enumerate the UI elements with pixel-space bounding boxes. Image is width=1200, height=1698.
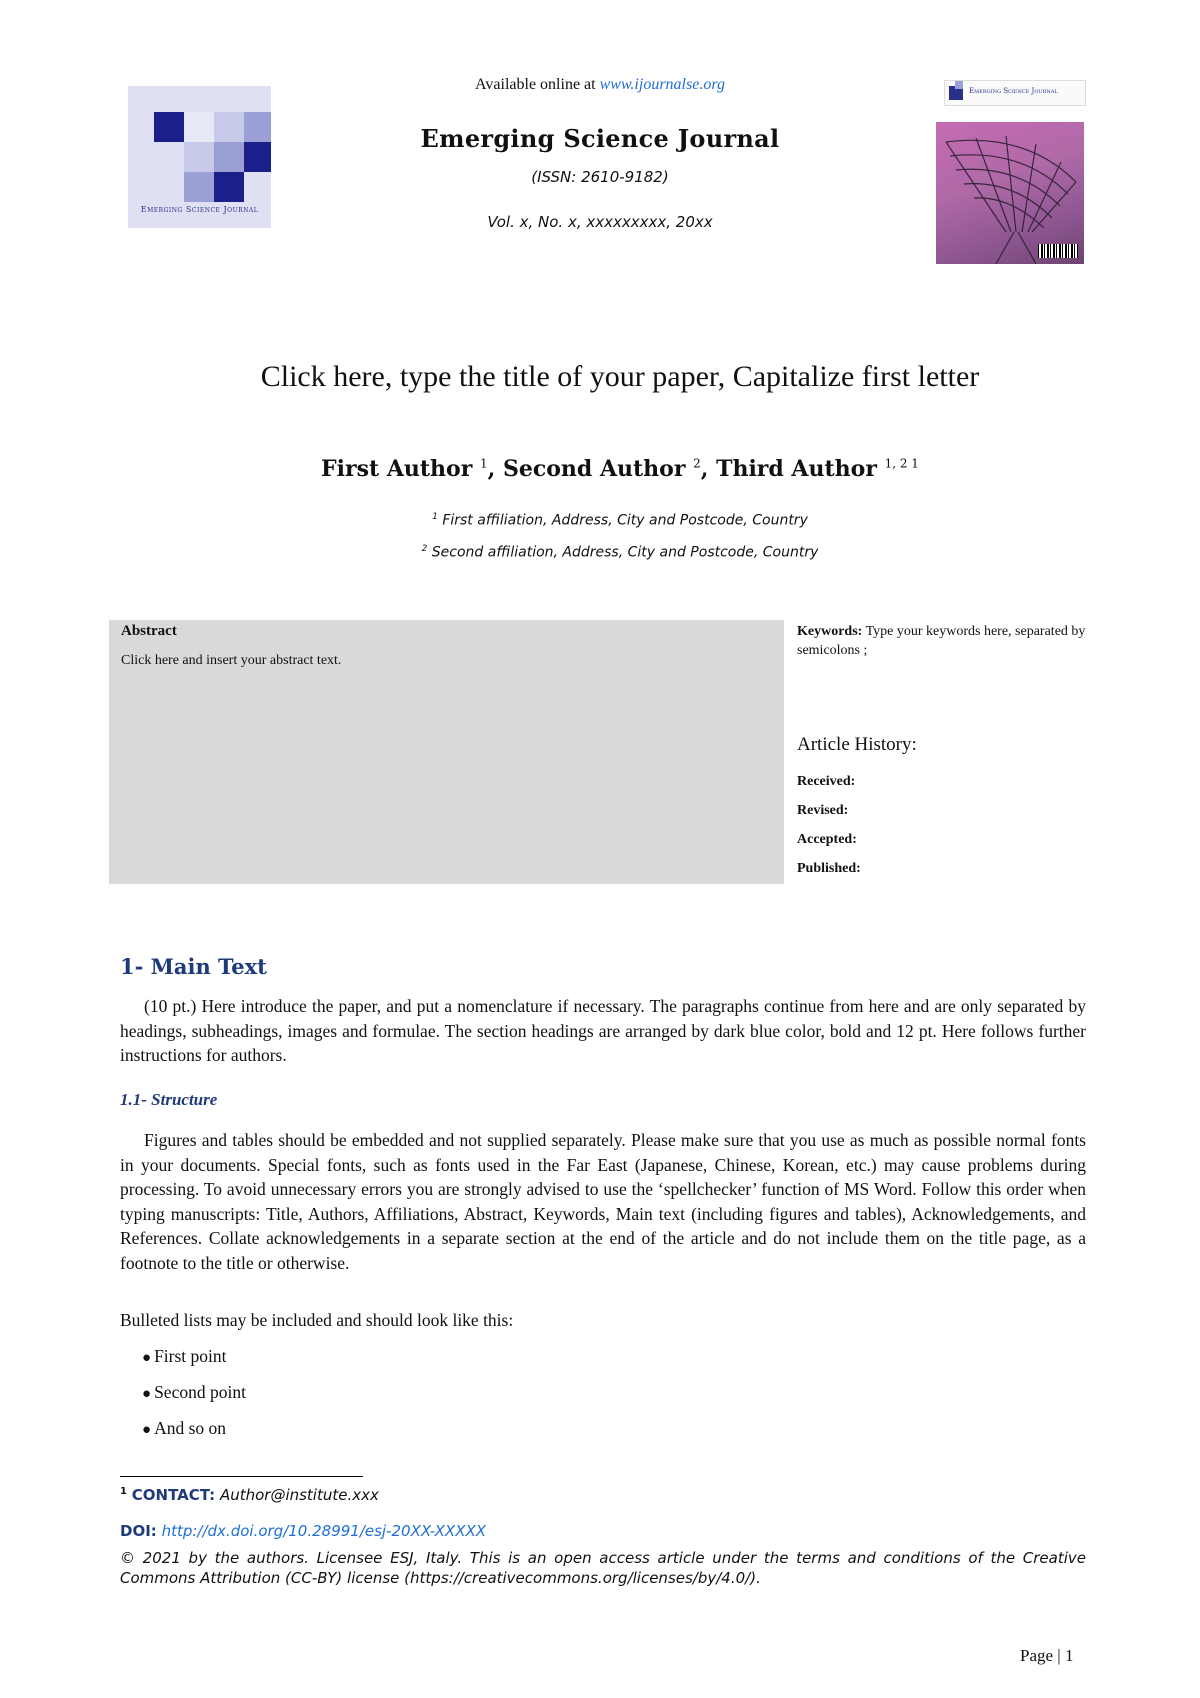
journal-logo-icon — [128, 86, 271, 228]
available-online-line — [330, 76, 870, 94]
paper-title: Click here, type the title of your paper, Capitalize first letter — [260, 360, 980, 393]
bullet-icon: ● — [142, 1350, 152, 1366]
bullet-icon: ● — [142, 1422, 152, 1438]
author-name: First Author — [321, 456, 473, 482]
keywords-text[interactable]: Type your keywords here, separated by semicolons ; — [797, 624, 1086, 658]
affiliation-text: First affiliation, Address, City and Postcode, Country — [442, 512, 808, 529]
cover-label-text: Emerging Science Journal — [969, 87, 1058, 95]
article-history-title: Article History: — [797, 734, 917, 755]
list-item — [142, 1382, 246, 1403]
list-item — [142, 1418, 226, 1439]
history-accepted: Accepted: — [797, 832, 857, 847]
subsection-paragraph: Figures and tables should be embedded and not supplied separately. Please make sure that you use as much as possible normal fonts in your documents. Special fonts, such as fonts used in the Far East (Japanese, Chinese, Korean, etc.) may cause problems during processing. To avoid unnecessary errors you are strongly advised to use the ‘spellchecker’ function of MS Word. Follow this order when typing manuscripts: Title, Authors, Affiliations, Abstract, Keywords, Main text (including figures and tables), Acknowledgements, and References. Collate acknowledgements in a separate section at the end of the article and do not include them on the title page, as a footnote to the title or otherwise. — [120, 1130, 1086, 1273]
doi-link[interactable]: http://dx.doi.org/10.28991/esj-20XX-XXXXX — [161, 1522, 487, 1540]
list-item-text: First point — [154, 1346, 227, 1366]
journal-url-link[interactable]: www.ijournalse.org — [599, 76, 725, 93]
cover-label — [944, 80, 1086, 106]
doi-line — [120, 1522, 486, 1540]
section-paragraph: (10 pt.) Here introduce the paper, and put a nomenclature if necessary. The paragraphs continue from here and are only separated by headings, subheadings, images and formulae. The section headings are arranged by dark blue color, bold and 12 pt. Here follows further instructions for authors. — [120, 996, 1086, 1065]
author-list: First Author $^1$, Second Author $^2$, Third Author $^{1, 2 1}$ — [321, 456, 919, 482]
available-prefix: Available online at — [475, 76, 600, 93]
logo-caption: Emerging Science Journal — [140, 205, 259, 214]
contact-sup: 1 — [120, 1486, 127, 1497]
history-received: Received: — [797, 774, 856, 789]
license-text: © 2021 by the authors. Licensee ESJ, Italy. This is an open access article under the terms and conditions of the Creative Commons Attribution (CC-BY) license (https://creativecommons.org/licenses/by/4.0/). — [120, 1549, 1086, 1587]
affiliation-sup: 2 — [421, 544, 428, 554]
abstract-text[interactable]: Click here and insert your abstract text. — [121, 653, 342, 668]
page-number: Page | 1 — [1020, 1646, 1074, 1665]
doi-label: DOI: — [120, 1522, 157, 1540]
journal-cover-icon — [936, 122, 1084, 264]
history-published: Published: — [797, 861, 861, 876]
list-item-text: And so on — [154, 1418, 227, 1438]
history-revised: Revised: — [797, 803, 849, 818]
contact-footnote — [120, 1486, 379, 1504]
abstract-box — [109, 620, 784, 884]
list-item-text: Second point — [154, 1382, 246, 1402]
keywords-label: Keywords: — [797, 624, 863, 639]
volume-info: Vol. x, No. x, xxxxxxxxx, 20xx — [487, 213, 713, 231]
affiliation — [0, 544, 1200, 561]
abstract-heading: Abstract — [121, 623, 177, 639]
author-sup: 1, 2 1 — [884, 456, 919, 471]
author-name: Third Author — [716, 456, 877, 482]
contact-label: CONTACT: — [131, 1486, 216, 1504]
subsection-heading: 1.1- Structure — [120, 1090, 218, 1109]
affiliation-text: Second affiliation, Address, City and Postcode, Country — [431, 544, 819, 561]
mini-logo-accent-icon — [955, 81, 963, 89]
barcode-icon — [1038, 244, 1078, 258]
contact-email: Author@institute.xxx — [215, 1486, 379, 1504]
issn: (ISSN: 2610-9182) — [531, 168, 669, 186]
affiliation — [0, 512, 1200, 529]
list-item — [142, 1346, 227, 1367]
author-name: Second Author — [502, 456, 686, 482]
bullet-intro: Bulleted lists may be included and should look like this: — [120, 1310, 514, 1330]
author-sup: 2 — [693, 456, 701, 471]
section-heading: 1- Main Text — [120, 954, 267, 979]
affiliation-sup: 1 — [432, 512, 438, 522]
keywords — [797, 622, 1087, 660]
footnote-divider — [120, 1476, 363, 1477]
journal-name: Emerging Science Journal — [420, 124, 780, 153]
bullet-icon: ● — [142, 1386, 152, 1402]
author-sup: 1 — [479, 456, 488, 471]
